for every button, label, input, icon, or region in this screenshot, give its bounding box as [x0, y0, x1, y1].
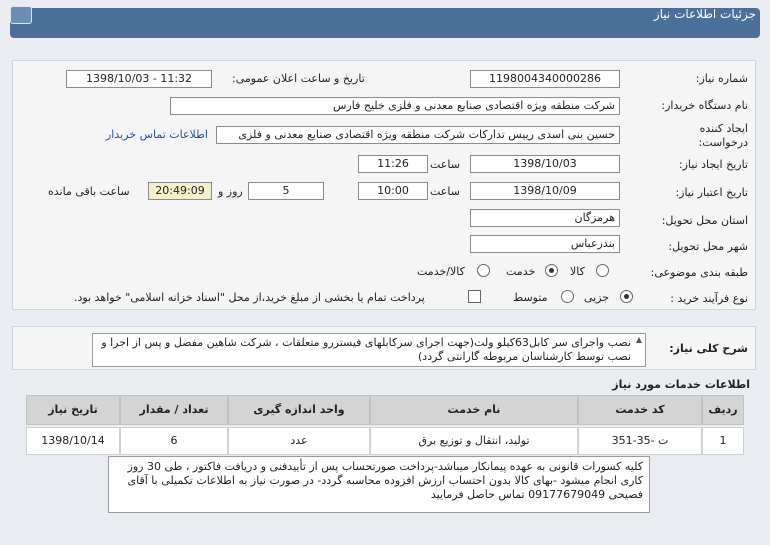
creator-label: ایجاد کننده درخواست:: [698, 122, 748, 149]
column-header-service-name: نام خدمت: [370, 395, 578, 425]
city-field: بندرعباس: [470, 235, 620, 253]
province-label: استان محل تحویل:: [661, 214, 748, 227]
cell-row-number: 1: [702, 427, 744, 455]
collapse-button[interactable]: [10, 6, 32, 24]
category-option-goods-service: کالا/خدمت: [417, 265, 465, 278]
process-radio-medium[interactable]: [561, 290, 574, 303]
cell-quantity: 6: [120, 427, 228, 455]
created-date-label: تاریخ ایجاد نیاز:: [678, 158, 748, 171]
announce-label: تاریخ و ساعت اعلان عمومی:: [232, 72, 365, 85]
treasury-payment-checkbox[interactable]: [468, 290, 481, 303]
need-number-field: 1198004340000286: [470, 70, 620, 88]
page-header: [10, 8, 760, 38]
created-time-label: ساعت: [430, 158, 460, 171]
description-text: نصب واجرای سر کابل63کیلو ولت(جهت اجرای سرکابلهای فیستررو متعلقات ، شرکت شاهین مفصل و پس از اجرا و نصب توسط کارشناسان مربوطه گارانتی گردد): [92, 333, 646, 367]
category-radio-goods-service[interactable]: [477, 264, 490, 277]
creator-field: حسین بنی اسدی رییس تدارکات شرکت منطقه ویژه اقتصادی صنایع معدنی و فلزی: [216, 126, 620, 144]
buyer-notes-text: کلیه کسورات قانونی به عهده پیمانکار میباشد-پرداخت صورتحساب پس از تأییدفنی و دریافت فاکتور ، طی 30 روز کاری انجام میشود -بهای کالا بدون احتساب ارزش افزوده محاسبه گردد- در صورت نیاز به اطلاعات تکمیلی با آقای فصیحی 09177679049 تماس حاصل فرمایید: [108, 456, 650, 513]
page-title: جزئیات اطلاعات نیاز: [653, 7, 756, 21]
province-field: هرمزگان: [470, 209, 620, 227]
services-title: اطلاعات خدمات مورد نیاز: [612, 378, 750, 391]
column-header-service-code: کد خدمت: [578, 395, 702, 425]
buyer-field: شرکت منطقه ویژه اقتصادی صنایع معدنی و فلزی خلیج فارس: [170, 97, 620, 115]
category-option-service: خدمت: [506, 265, 536, 278]
deadline-time-field: 10:00: [358, 182, 428, 200]
deadline-date-field: 1398/10/09: [470, 182, 620, 200]
process-option-minor: جزیی: [584, 291, 610, 304]
cell-need-date: 1398/10/14: [26, 427, 120, 455]
description-label: شرح کلی نیاز:: [669, 342, 748, 355]
services-table: [26, 395, 744, 455]
remaining-label: ساعت باقی مانده: [48, 185, 130, 198]
cell-service-code: ت -35-351: [578, 427, 702, 455]
deadline-time-label: ساعت: [430, 185, 460, 198]
announce-field: 1398/10/03 - 11:32: [66, 70, 212, 88]
buyer-label: نام دستگاه خریدار:: [661, 99, 748, 112]
process-label: نوع فرآیند خرید :: [670, 292, 748, 305]
created-date-field: 1398/10/03: [470, 155, 620, 173]
created-time-field: 11:26: [358, 155, 428, 173]
buyer-contact-link[interactable]: اطلاعات تماس خریدار: [106, 128, 208, 141]
table-row: [26, 427, 744, 455]
remaining-time-field: 20:49:09: [148, 182, 212, 200]
category-radio-goods[interactable]: [596, 264, 609, 277]
category-radio-service[interactable]: [545, 264, 558, 277]
column-header-need-date: تاریخ نیاز: [26, 395, 120, 425]
city-label: شهر محل تحویل:: [668, 240, 748, 253]
category-label: طبقه بندی موضوعی:: [650, 266, 748, 279]
process-option-medium: متوسط: [513, 291, 548, 304]
column-header-row-number: ردیف: [702, 395, 744, 425]
cell-service-name: تولید، انتقال و توزیع برق: [370, 427, 578, 455]
days-label: روز و: [218, 185, 243, 198]
category-option-goods: کالا: [570, 265, 585, 278]
column-header-quantity: تعداد / مقدار: [120, 395, 228, 425]
need-number-label: شماره نیاز:: [695, 72, 748, 85]
treasury-payment-note: پرداخت تمام یا بخشی از مبلغ خرید،از محل "اسناد خزانه اسلامی" خواهد بود.: [74, 291, 425, 304]
column-header-unit: واحد اندازه گیری: [228, 395, 370, 425]
cell-unit: عدد: [228, 427, 370, 455]
table-header-row: [26, 395, 744, 425]
days-remaining-field: 5: [248, 182, 324, 200]
process-radio-minor[interactable]: [620, 290, 633, 303]
scroll-arrow-icon[interactable]: ▲: [635, 335, 642, 344]
deadline-label: تاریخ اعتبار نیاز:: [675, 186, 748, 199]
